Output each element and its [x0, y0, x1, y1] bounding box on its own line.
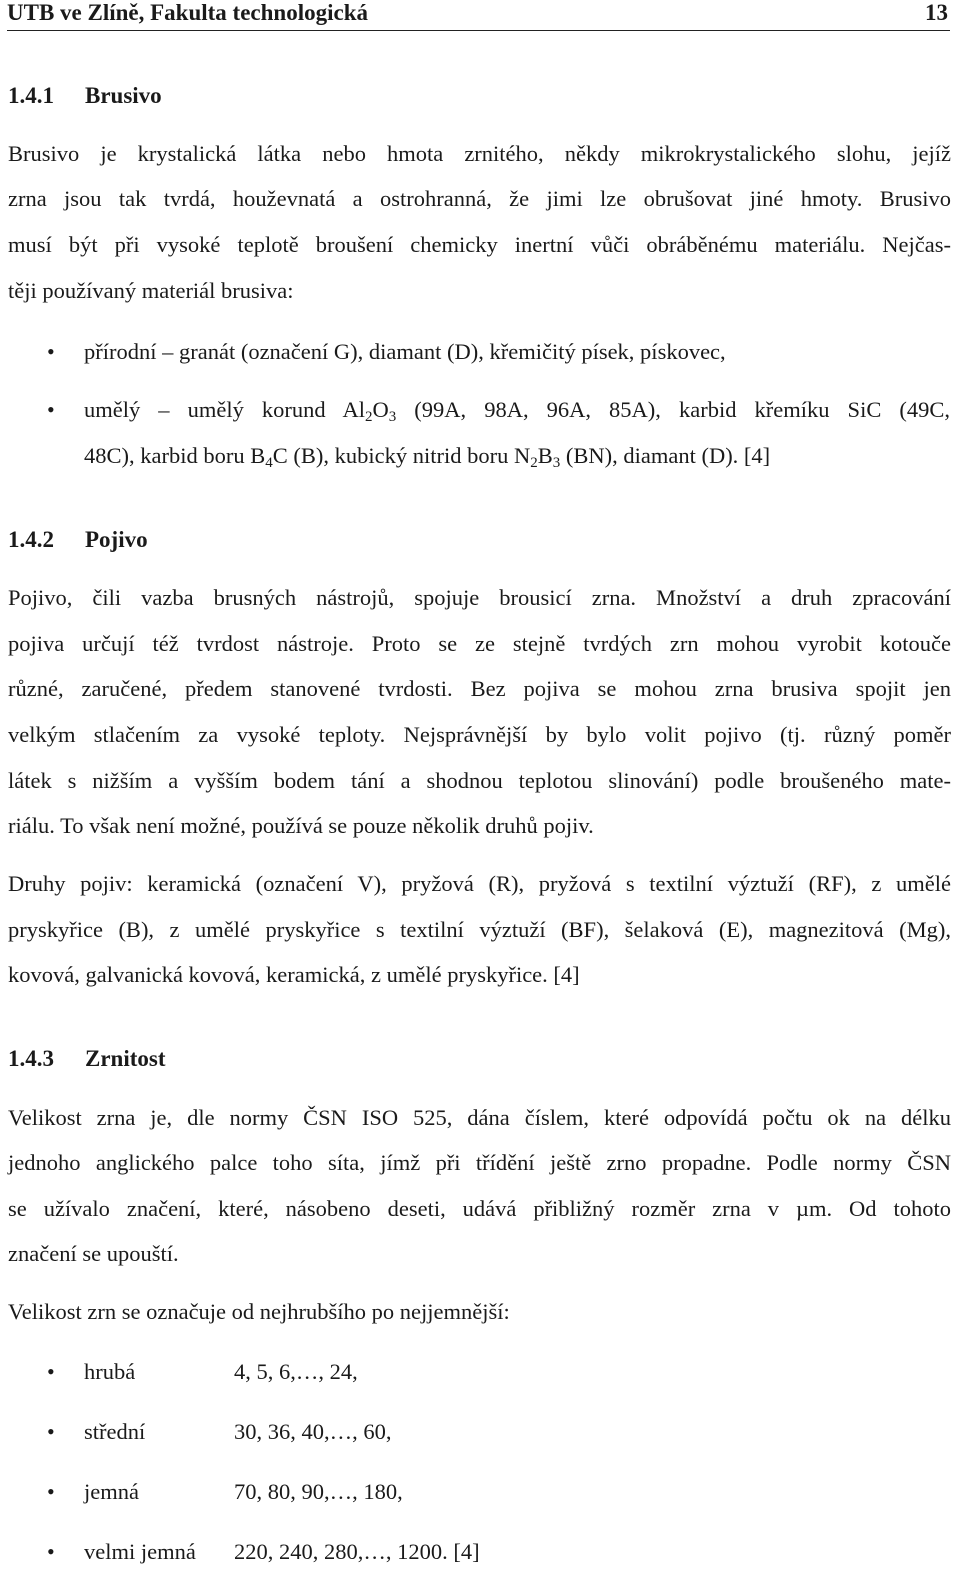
- paragraph-line: různé, zaručené, předem stanovené tvrdosti. Bez pojiva se mohou zrna brusiva spojit jen: [8, 676, 951, 701]
- list-item-synthetic: umělý – umělý korund $Al_2O_3$ (99A, 98A, 96A, 85A), karbid křemíku SiC (49C,: [84, 397, 951, 425]
- list-item-natural: přírodní – granát (označení G), diamant (D), křemičitý písek, pískovec,: [84, 339, 726, 364]
- grade-values: 220, 240, 280,…, 1200. [4]: [234, 1539, 480, 1564]
- page-number: 13: [925, 0, 948, 25]
- paragraph-line: se užívalo značení, které, násobeno deseti, udává přibližný rozměr zrna v µm. Od tohoto: [8, 1196, 951, 1221]
- paragraph-line: Velikost zrn se označuje od nejhrubšího po nejjemnější:: [8, 1299, 510, 1324]
- grade-name: jemná: [84, 1479, 139, 1504]
- section-heading-zrnitost: [8, 1044, 166, 1074]
- grade-name: velmi jemná: [84, 1539, 196, 1564]
- paragraph-line: Druhy pojiv: keramická (označení V), pryžová (R), pryžová s textilní výztuží (RF), z umělé: [8, 871, 951, 896]
- section-heading-brusivo: [8, 81, 162, 111]
- paragraph-line: Pojivo, čili vazba brusných nástrojů, spojuje brousicí zrna. Množství a druh zpracování: [8, 585, 951, 610]
- section-title: Brusivo: [85, 83, 162, 108]
- grade-name: hrubá: [84, 1359, 136, 1384]
- paragraph-line: pojiva určují též tvrdost nástroje. Proto se ze stejně tvrdých zrn mohou vyrobit kotouče: [8, 631, 951, 656]
- grade-values: 70, 80, 90,…, 180,: [234, 1479, 403, 1504]
- bullet-marker: •: [47, 339, 55, 364]
- bullet-marker: •: [47, 397, 55, 422]
- paragraph-line: pryskyřice (B), z umělé pryskyřice s textilní výztuží (BF), šelaková (E), magnezitová (Mg),: [8, 917, 951, 942]
- paragraph-line: kovová, galvanická kovová, keramická, z umělé pryskyřice. [4]: [8, 962, 580, 987]
- running-header: [7, 0, 950, 31]
- bullet-marker: •: [47, 1359, 55, 1384]
- paragraph-line: musí být při vysoké teplotě broušení chemicky inertní vůči obráběnému materiálu. Nejčas-: [8, 232, 951, 257]
- grade-name: střední: [84, 1419, 146, 1444]
- bullet-marker: •: [47, 1419, 55, 1444]
- section-title: Pojivo: [85, 527, 148, 552]
- paragraph-line: značení se upouští.: [8, 1241, 179, 1266]
- paragraph-line: velkým stlačením za vysoké teploty. Nejsprávnější by bylo volit pojivo (tj. různý poměr: [8, 722, 951, 747]
- section-number: 1.4.1: [8, 83, 54, 108]
- list-item-synthetic-cont: 48C), karbid boru $B_4C$ (B), kubický nitrid boru $N_2B_3$ (BN), diamant (D). [4]: [84, 443, 771, 471]
- grade-values: 30, 36, 40,…, 60,: [234, 1419, 392, 1444]
- section-title: Zrnitost: [85, 1046, 166, 1071]
- bullet-marker: •: [47, 1479, 55, 1504]
- section-heading-pojivo: [8, 525, 148, 555]
- section-number: 1.4.3: [8, 1046, 54, 1071]
- paragraph-line: zrna jsou tak tvrdá, houževnatá a ostrohranná, že jimi lze obrušovat jiné hmoty. Brusivo: [8, 186, 951, 211]
- paragraph-line: těji používaný materiál brusiva:: [8, 278, 294, 303]
- paragraph-line: Velikost zrna je, dle normy ČSN ISO 525, dána číslem, které odpovídá počtu ok na délku: [8, 1105, 951, 1130]
- grade-values: 4, 5, 6,…, 24,: [234, 1359, 358, 1384]
- section-number: 1.4.2: [8, 527, 54, 552]
- paragraph-line: Brusivo je krystalická látka nebo hmota zrnitého, někdy mikrokrystalického slohu, jejíž: [8, 141, 951, 166]
- paragraph-line: látek s nižším a vyšším bodem tání a shodnou teplotou slinování) podle broušeného mate-: [8, 768, 951, 793]
- paragraph-line: riálu. To však není možné, používá se pouze několik druhů pojiv.: [8, 813, 594, 838]
- header-title: UTB ve Zlíně, Fakulta technologická: [7, 0, 368, 25]
- bullet-marker: •: [47, 1539, 55, 1564]
- paragraph-line: jednoho anglického palce toho síta, jímž při třídění ještě zrno propadne. Podle normy ČSN: [8, 1150, 951, 1175]
